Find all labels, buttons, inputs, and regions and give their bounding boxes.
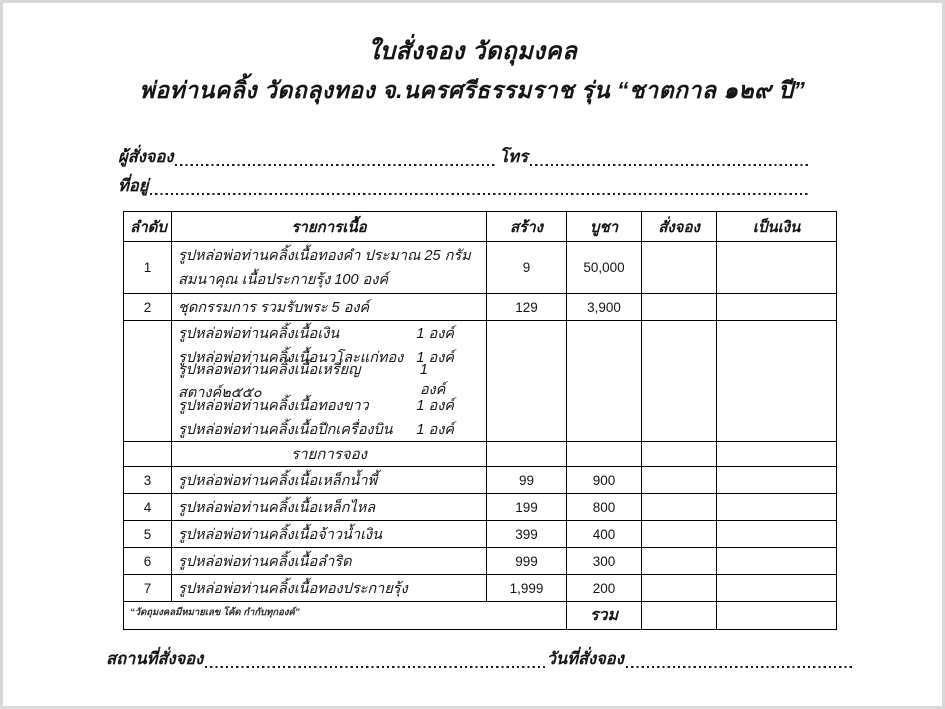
order-qty-cell: [642, 321, 717, 442]
item-cell: รูปหล่อพ่อท่านคลิ้งเนื้อลำริด: [172, 548, 487, 575]
order-qty-cell: [642, 521, 717, 548]
item-cell: รูปหล่อพ่อท่านคลิ้งเนื้อเหล็กน้ำพี้: [172, 467, 487, 494]
orderer-dotted-line: [175, 164, 497, 167]
committee-item-qty: 1 องค์: [416, 349, 454, 366]
price-cell: [567, 442, 642, 467]
made-cell: [487, 321, 567, 442]
committee-item: [178, 417, 480, 441]
address-label: ที่อยู่: [118, 177, 149, 195]
column-header-made: สร้าง: [487, 212, 567, 242]
item-cell: รูปหล่อพ่อท่านคลิ้งเนื้อทองประกายรุ้ง: [172, 575, 487, 602]
made-cell: [487, 442, 567, 467]
order-qty-cell: [642, 242, 717, 294]
order-qty-cell: [642, 548, 717, 575]
amount-cell: [717, 442, 837, 467]
item-line-2: สมนาคุณ เนื้อประกายรุ้ง 100 องค์: [178, 271, 389, 288]
order-qty-cell: [642, 467, 717, 494]
row-number-cell: 4: [124, 494, 172, 521]
amount-cell: [717, 494, 837, 521]
row-number-cell: [124, 321, 172, 442]
place-dotted-line: [205, 666, 544, 669]
amount-cell: [717, 521, 837, 548]
column-header-item: รายการเนื้อ: [172, 212, 487, 242]
booking-section-label: รายการจอง: [172, 442, 487, 467]
total-amount-cell: [717, 602, 837, 630]
date-label: วันที่สั่งจอง: [546, 650, 624, 668]
phone-dotted-line: [530, 164, 810, 167]
total-label-cell: รวม: [567, 602, 642, 630]
committee-item: [178, 361, 480, 401]
table-row: [124, 242, 837, 294]
committee-item-name: รูปหล่อพ่อท่านคลิ้งเนื้อทองขาว: [178, 397, 369, 414]
made-cell: 399: [487, 521, 567, 548]
amount-cell: [717, 575, 837, 602]
price-cell: 200: [567, 575, 642, 602]
item-cell: รูปหล่อพ่อท่านคลิ้งเนื้อเหล็กไหล: [172, 494, 487, 521]
table-row: [124, 521, 837, 548]
committee-item-name: รูปหล่อพ่อท่านคลิ้งเนื้อเหรียญสตางค์๒๕๕๐: [178, 362, 361, 401]
order-table: [123, 211, 837, 630]
address-line: [118, 170, 812, 199]
amount-cell: [717, 467, 837, 494]
page-title: ใบสั่งจอง วัดถุมงคล: [367, 38, 578, 65]
place-label: สถานที่สั่งจอง: [106, 650, 204, 668]
price-cell: [567, 321, 642, 442]
committee-item-qty: 1 องค์: [416, 325, 454, 342]
price-cell: 300: [567, 548, 642, 575]
item-cell: ชุดกรรมการ รวมรับพระ 5 องค์: [172, 294, 487, 321]
column-header-no: ลำดับ: [124, 212, 172, 242]
row-number-cell: 6: [124, 548, 172, 575]
table-row: [124, 548, 837, 575]
committee-item-name: รูปหล่อพ่อท่านคลิ้งเนื้อนวโละแก่ทอง: [178, 349, 404, 366]
address-dotted-line: [150, 193, 810, 196]
made-cell: 1,999: [487, 575, 567, 602]
date-dotted-line: [626, 666, 852, 669]
phone-label: โทร: [499, 148, 529, 166]
column-header-order: สั่งจอง: [642, 212, 717, 242]
committee-item: [178, 321, 480, 345]
page-subtitle: พ่อท่านคลิ้ง วัดถลุงทอง จ.นครศรีธรรมราช รุ่น “ชาตกาล ๑๒๙ ปี”: [139, 77, 806, 103]
committee-item: [178, 393, 480, 417]
table-row: [124, 494, 837, 521]
total-row: [124, 602, 837, 630]
table-row: [124, 575, 837, 602]
row-number-cell: 3: [124, 467, 172, 494]
made-cell: 999: [487, 548, 567, 575]
orderer-phone-line: [118, 141, 812, 170]
table-row: [124, 294, 837, 321]
table-row: [124, 467, 837, 494]
order-qty-cell: [642, 575, 717, 602]
column-header-amount: เป็นเงิน: [717, 212, 837, 242]
amount-cell: [717, 294, 837, 321]
row-number-cell: 2: [124, 294, 172, 321]
committee-items-cell: [172, 321, 487, 442]
made-cell: 99: [487, 467, 567, 494]
committee-item-qty: 1 องค์: [419, 361, 446, 398]
amount-cell: [717, 321, 837, 442]
orderer-label: ผู้สั่งจอง: [118, 148, 174, 166]
committee-item-qty: 1 องค์: [416, 421, 454, 438]
table-header-row: [124, 212, 837, 242]
row-number-cell: 7: [124, 575, 172, 602]
price-cell: 3,900: [567, 294, 642, 321]
row-number-cell: [124, 442, 172, 467]
made-cell: 129: [487, 294, 567, 321]
footnote-text: “วัดถุมงคลมีหมายเลข โค้ด กำกับทุกองค์”: [130, 607, 300, 618]
price-cell: 400: [567, 521, 642, 548]
price-cell: 800: [567, 494, 642, 521]
price-cell: 900: [567, 467, 642, 494]
form-header-fields: [118, 141, 812, 199]
row-number-cell: 1: [124, 242, 172, 294]
committee-items-row: [124, 321, 837, 442]
footer-fields: [106, 643, 854, 672]
column-header-price: บูชา: [567, 212, 642, 242]
booking-section-row: [124, 442, 837, 467]
amount-cell: [717, 242, 837, 294]
order-qty-cell: [642, 442, 717, 467]
item-cell: รูปหล่อพ่อท่านคลิ้งเนื้อจ้าวน้ำเงิน: [172, 521, 487, 548]
order-qty-cell: [642, 294, 717, 321]
made-cell: 9: [487, 242, 567, 294]
committee-item-name: รูปหล่อพ่อท่านคลิ้งเนื้อเงิน: [178, 325, 340, 342]
price-cell: 50,000: [567, 242, 642, 294]
order-qty-cell: [642, 494, 717, 521]
committee-item-qty: 1 องค์: [416, 397, 454, 414]
row-number-cell: 5: [124, 521, 172, 548]
amount-cell: [717, 548, 837, 575]
committee-item-name: รูปหล่อพ่อท่านคลิ้งเนื้อปีกเครื่องบิน: [178, 421, 393, 438]
item-line-1: รูปหล่อพ่อท่านคลิ้งเนื้อทองคำ ประมาณ 25 กรัม: [178, 247, 471, 264]
made-cell: 199: [487, 494, 567, 521]
total-order-qty-cell: [642, 602, 717, 630]
footnote-cell: [124, 602, 567, 630]
item-cell: [172, 242, 487, 294]
